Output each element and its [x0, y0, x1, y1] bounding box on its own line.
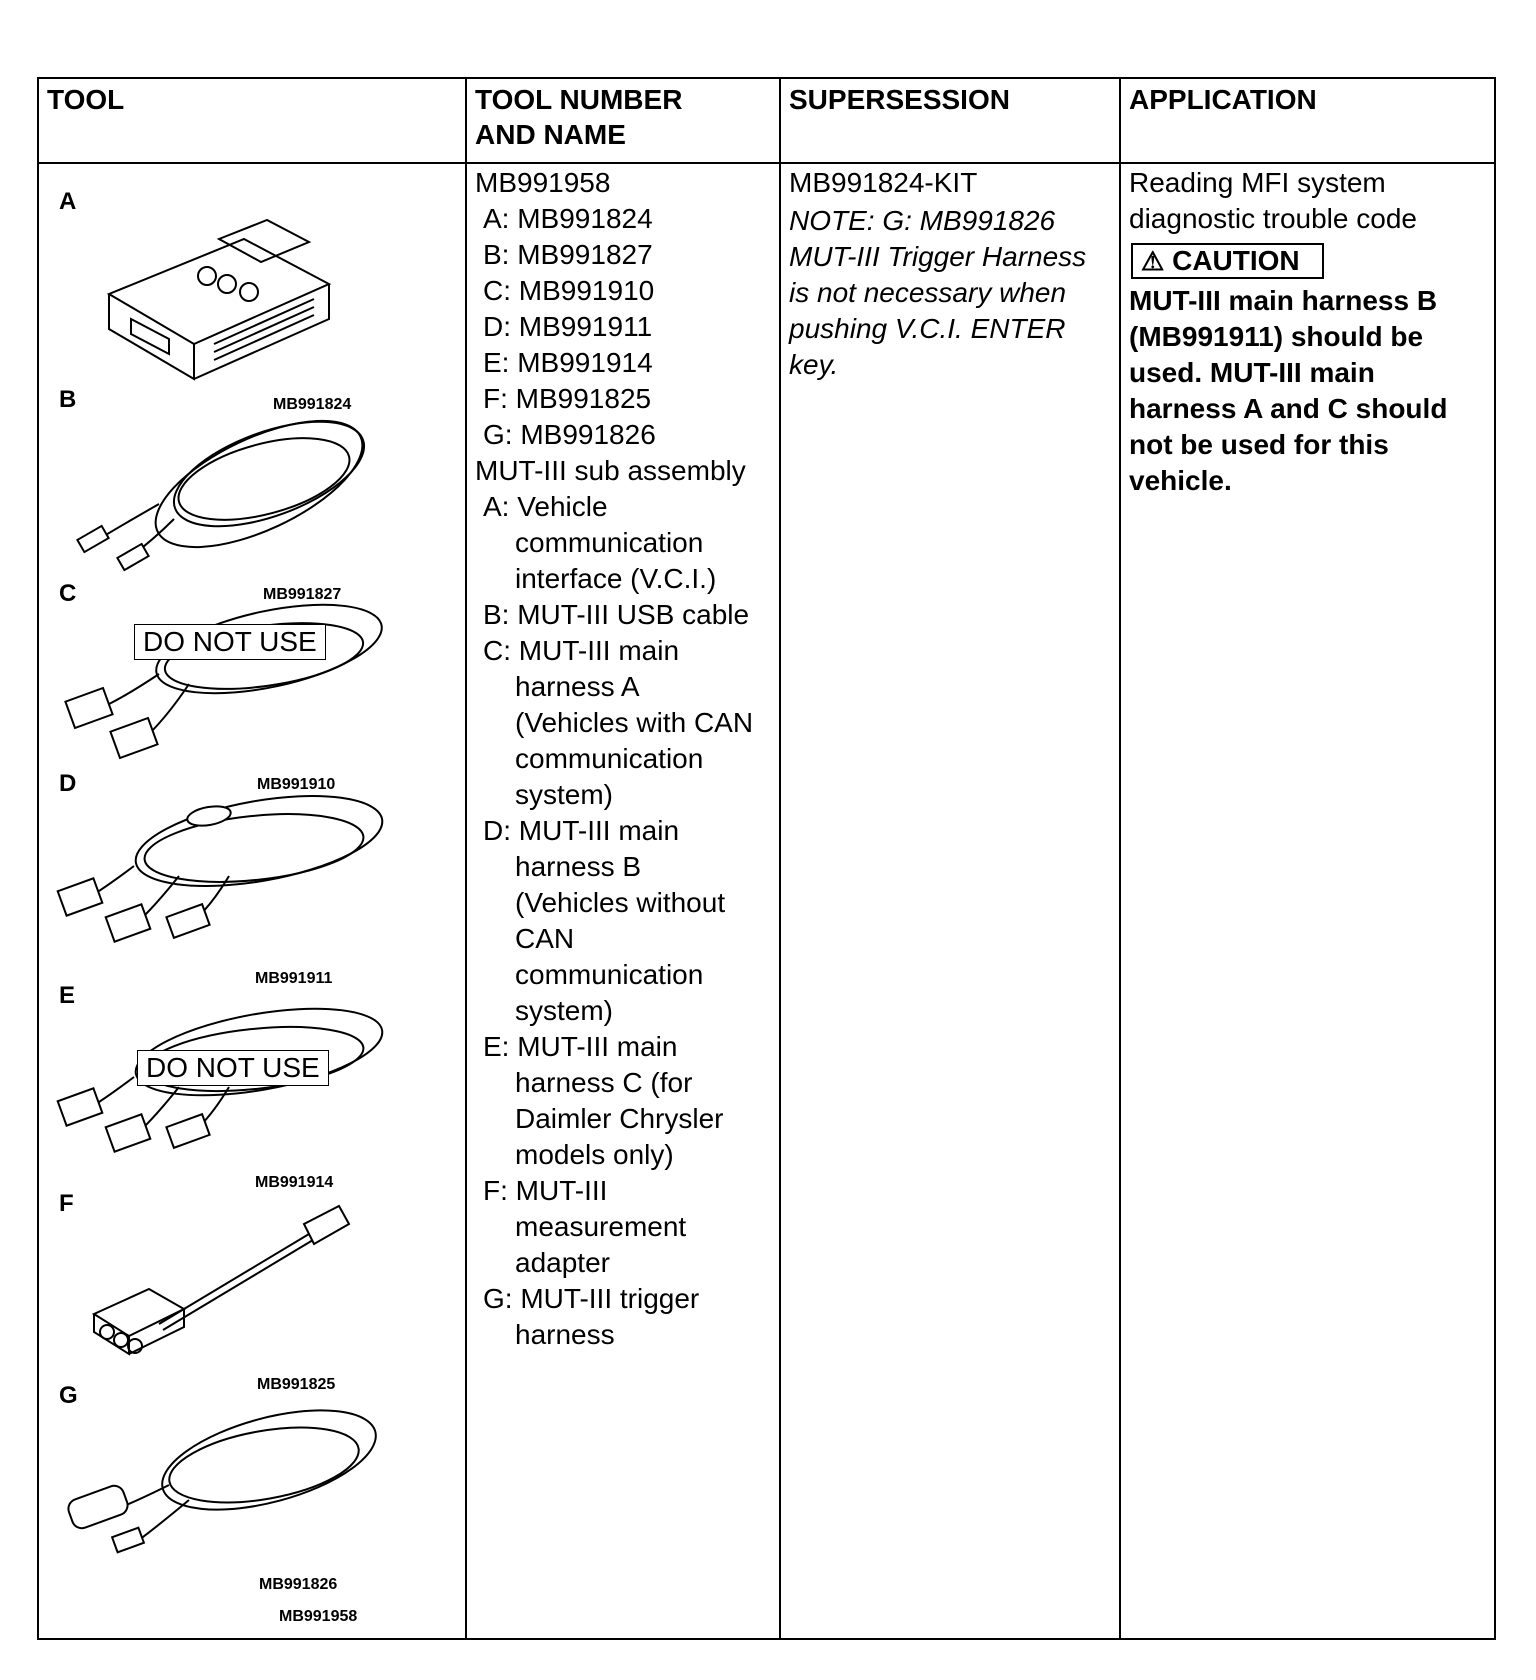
application-cell: [1129, 165, 1447, 499]
kit-number: MB991958: [475, 167, 611, 198]
list-item: communication: [515, 527, 704, 558]
note-line: pushing V.C.I. ENTER: [789, 313, 1066, 344]
list-item: harness C (for: [515, 1067, 693, 1098]
kit-number-label: MB991958: [279, 1608, 358, 1625]
caution-line: (MB991911) should be: [1129, 321, 1424, 352]
list-item: D: MUT-III main: [483, 815, 680, 846]
usb-cable-illustration: [39, 394, 463, 574]
caution-line: MUT-III main harness B: [1129, 285, 1438, 316]
note-line: is not necessary when: [789, 277, 1067, 308]
caution-line: not be used for this: [1129, 429, 1389, 460]
list-item: models only): [515, 1139, 674, 1170]
list-item: C: MUT-III main: [483, 635, 680, 666]
list-item: interface (V.C.I.): [515, 563, 717, 594]
list-item: A: MB991824: [483, 203, 653, 234]
vci-device-illustration: [39, 194, 463, 414]
tool-letter: G: [59, 1382, 78, 1409]
list-item: E: MB991914: [483, 347, 653, 378]
tool-letter: B: [59, 386, 77, 413]
warning-triangle-icon: ⚠: [1141, 246, 1165, 276]
do-not-use-label: DO NOT USE: [134, 624, 326, 660]
list-item: F: MB991825: [483, 383, 652, 414]
caution-label: CAUTION: [1172, 245, 1300, 276]
note-line: MUT-III Trigger Harness: [789, 241, 1087, 272]
list-item: F: MUT-III: [483, 1175, 608, 1206]
list-item: (Vehicles without: [515, 887, 726, 918]
application-text: diagnostic trouble code: [1129, 203, 1417, 234]
tool-illustrations: [39, 164, 463, 1634]
list-item: system): [515, 779, 613, 810]
tool-letter: A: [59, 188, 77, 215]
tool-number-cell: [475, 165, 753, 1353]
list-item: E: MUT-III main: [483, 1031, 678, 1062]
part-number-label: MB991826: [259, 1576, 338, 1593]
list-item: Daimler Chrysler: [515, 1103, 724, 1134]
part-number-label: MB991824: [273, 396, 352, 413]
harness-b-illustration: [39, 776, 463, 956]
column-divider: [779, 79, 781, 1638]
list-item: G: MB991826: [483, 419, 656, 450]
sub-assembly-title: MUT-III sub assembly: [475, 455, 746, 486]
caution-line: used. MUT-III main: [1129, 357, 1375, 388]
harness-a-illustration: [39, 594, 463, 764]
list-item: G: MUT-III trigger: [483, 1283, 700, 1314]
list-item: A: Vehicle: [483, 491, 608, 522]
tool-letter: F: [59, 1190, 74, 1217]
list-item: C: MB991910: [483, 275, 655, 306]
do-not-use-label: DO NOT USE: [137, 1050, 329, 1086]
list-item: harness A: [515, 671, 640, 702]
list-item: harness: [515, 1319, 615, 1350]
list-item: B: MB991827: [483, 239, 653, 270]
tool-letter: C: [59, 580, 77, 607]
list-item: system): [515, 995, 613, 1026]
list-item: CAN: [515, 923, 575, 954]
supersession-kit: MB991824-KIT: [789, 167, 978, 198]
caution-text: [1129, 283, 1447, 499]
supersession-cell: [789, 165, 1086, 383]
special-tools-table: [37, 77, 1496, 1640]
part-number-label: MB991827: [263, 586, 342, 603]
list-item: (Vehicles with CAN: [515, 707, 754, 738]
column-divider: [1119, 79, 1121, 1638]
caution-badge: [1131, 243, 1324, 279]
note-line: NOTE: G: MB991826: [789, 205, 1056, 236]
list-item: communication: [515, 743, 704, 774]
list-item: communication: [515, 959, 704, 990]
header-application: APPLICATION: [1129, 84, 1317, 115]
part-number-label: MB991914: [255, 1174, 334, 1191]
list-item: adapter: [515, 1247, 610, 1278]
list-item: B: MUT-III USB cable: [483, 599, 750, 630]
note-line: key.: [789, 349, 839, 380]
header-tool-number: TOOL NUMBER AND NAME: [475, 84, 683, 150]
trigger-harness-illustration: [39, 1390, 463, 1570]
list-item: harness B: [515, 851, 642, 882]
part-number-label: MB991910: [257, 776, 336, 793]
application-text: Reading MFI system: [1129, 167, 1386, 198]
list-item: measurement: [515, 1211, 687, 1242]
part-number-label: MB991911: [255, 970, 333, 987]
list-item: D: MB991911: [483, 311, 653, 342]
header-supersession: SUPERSESSION: [789, 84, 1010, 115]
supersession-note: [789, 203, 1086, 383]
measurement-adapter-illustration: [39, 1194, 463, 1374]
part-number-label: MB991825: [257, 1376, 336, 1393]
header-tool: TOOL: [47, 84, 125, 115]
column-divider: [465, 79, 467, 1638]
tool-letter: D: [59, 770, 77, 797]
caution-line: harness A and C should: [1129, 393, 1448, 424]
caution-line: vehicle.: [1129, 465, 1232, 496]
tool-letter: E: [59, 982, 76, 1009]
